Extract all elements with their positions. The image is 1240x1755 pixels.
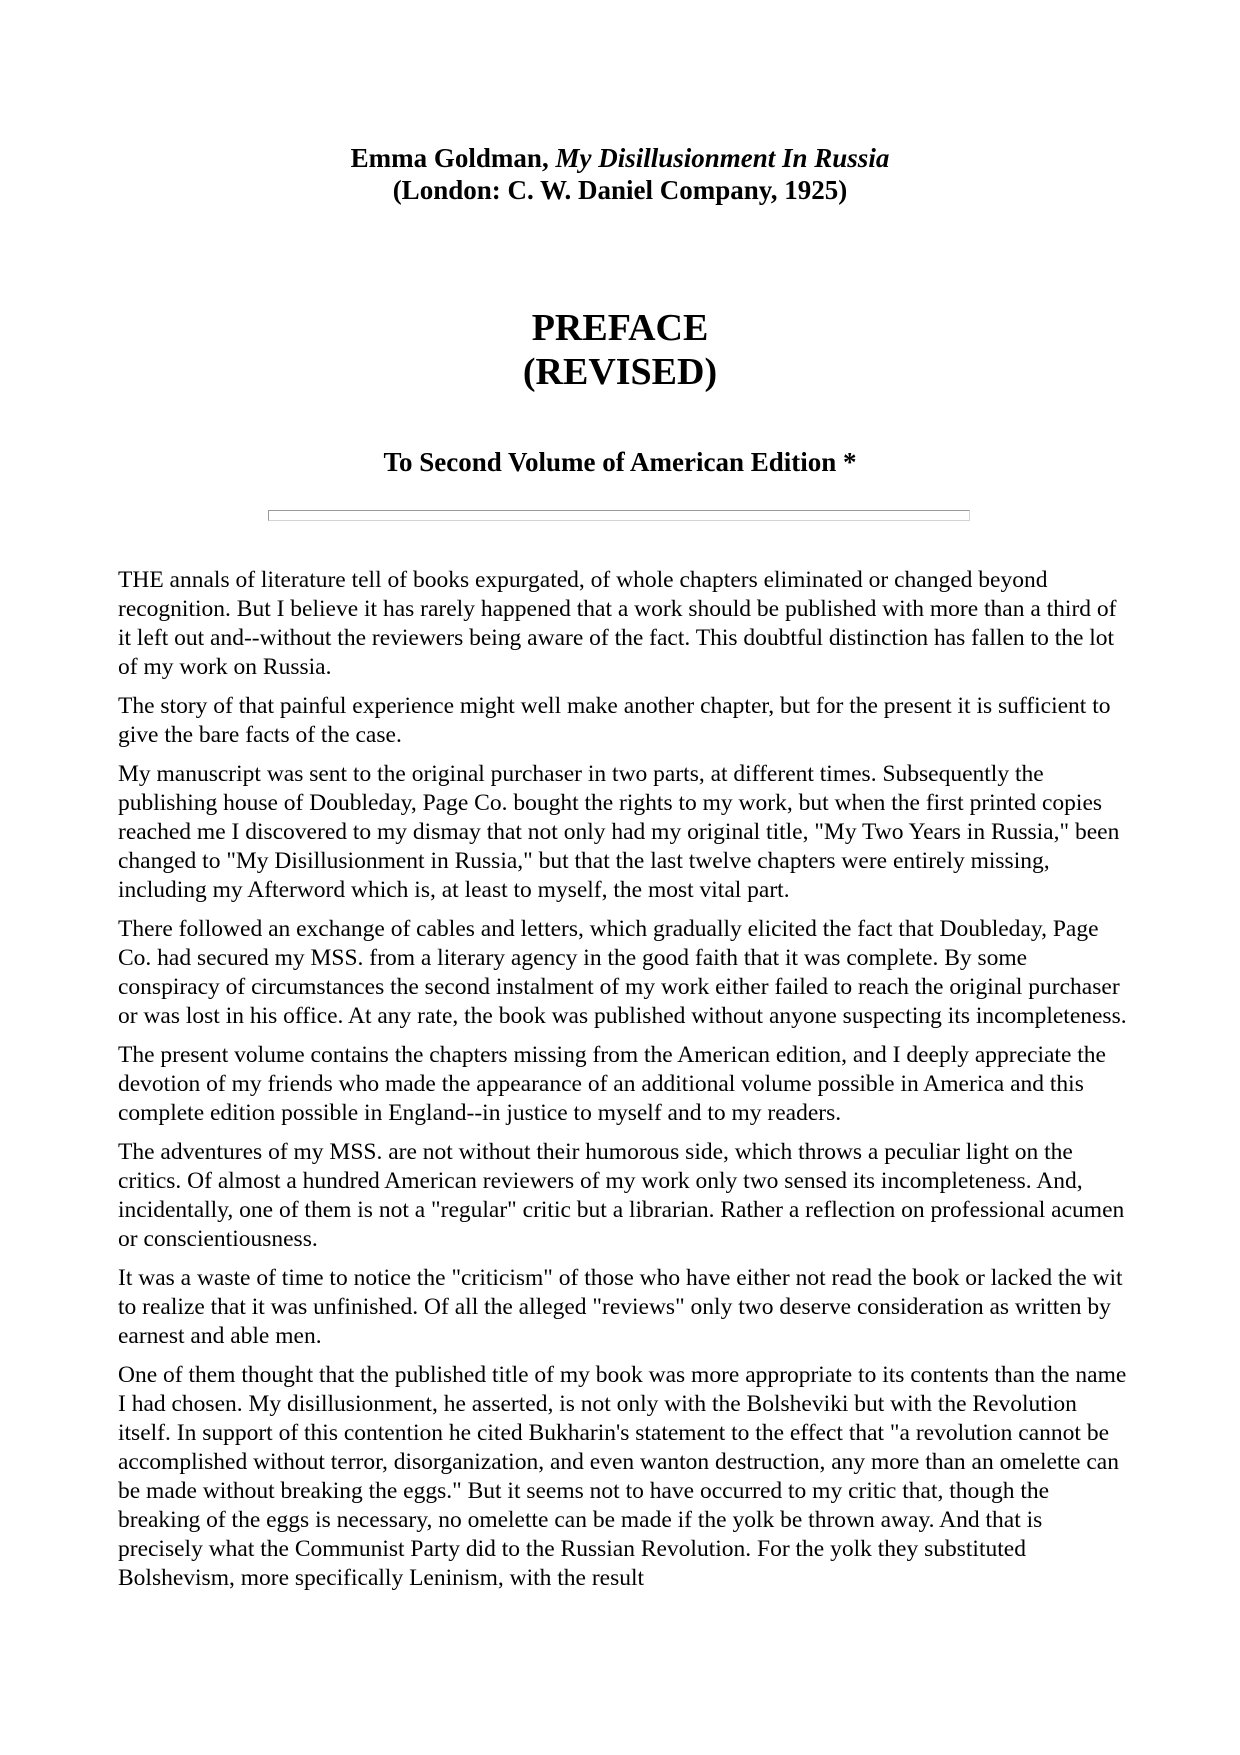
paragraph: THE annals of literature tell of books expurgated, of whole chapters eliminated or changed beyond recognition. But I believe it has rarely happened that a work should be published with more than a third of it left out and--without the reviewers being aware of the fact. This doubtful distinction has fallen to the lot of my work on Russia. [118,567,1117,680]
citation-publisher: (London: C. W. Daniel Company, 1925) [392,175,848,205]
paragraph: The present volume contains the chapters missing from the American edition, and I deeply appreciate the devotion of my friends who made the appearance of an additional volume possible in America and this complete edition possible in England--in justice to myself and to my readers. [118,1042,1106,1126]
page-title-line-2: (REVISED) [522,351,718,393]
paragraph: The adventures of my MSS. are not without their humorous side, which throws a peculiar light on the critics. Of almost a hundred American reviewers of my work only two sensed its incompleteness. And, incidentally, one of them is not a "regular" critic but a librarian. Rather a reflection on professional acumen or conscientiousness. [118,1139,1125,1252]
citation-author: Emma Goldman, [350,143,556,173]
paragraph: My manuscript was sent to the original purchaser in two parts, at different times. Subsequently the publishing house of Doubleday, Page Co. bought the rights to my work, but when the first printed copies reached me I discovered to my dismay that not only had my original title, "My Two Years in Russia," been changed to "My Disillusionment in Russia," but that the last twelve chapters were entirely missing, including my Afterword which is, at least to myself, the most vital part. [118,761,1120,903]
paragraph: One of them thought that the published title of my book was more appropriate to its contents than the name I had chosen. My disillusionment, he asserted, is not only with the Bolsheviki but with the Revolution itself. In support of this contention he cited Bukharin's statement to the effect that "a revolution cannot be accomplished without terror, disorganization, and even wanton destruction, any more than an omelette can be made without breaking the eggs." But it seems not to have occurred to my critic that, though the breaking of the eggs is necessary, no omelette can be made if the yolk be thrown away. And that is precisely what the Communist Party did to the Russian Revolution. For the yolk they substituted Bolshevism, more specifically Leninism, with the result [118,1362,1127,1591]
citation-block [0,142,1240,206]
page-subtitle: To Second Volume of American Edition * [383,447,857,477]
page-title-line-1: PREFACE [531,307,709,349]
paragraph: It was a waste of time to notice the "criticism" of those who have either not read the book or lacked the wit to realize that it was unfinished. Of all the alleged "reviews" only two deserve consideration as written by earnest and able men. [118,1265,1123,1349]
paragraph: The story of that painful experience might well make another chapter, but for the present it is sufficient to give the bare facts of the case. [118,693,1111,748]
body-text [118,566,1128,1603]
citation-book-title: My Disillusionment In Russia [555,143,890,173]
horizontal-divider [268,510,970,521]
paragraph: There followed an exchange of cables and letters, which gradually elicited the fact that Doubleday, Page Co. had secured my MSS. from a literary agency in the good faith that it was complete. By some conspiracy of circumstances the second instalment of my work either failed to reach the original purchaser or was lost in his office. At any rate, the book was published without anyone suspecting its incompleteness. [118,916,1127,1029]
page-title [0,306,1240,394]
citation-line-1 [0,142,1240,174]
